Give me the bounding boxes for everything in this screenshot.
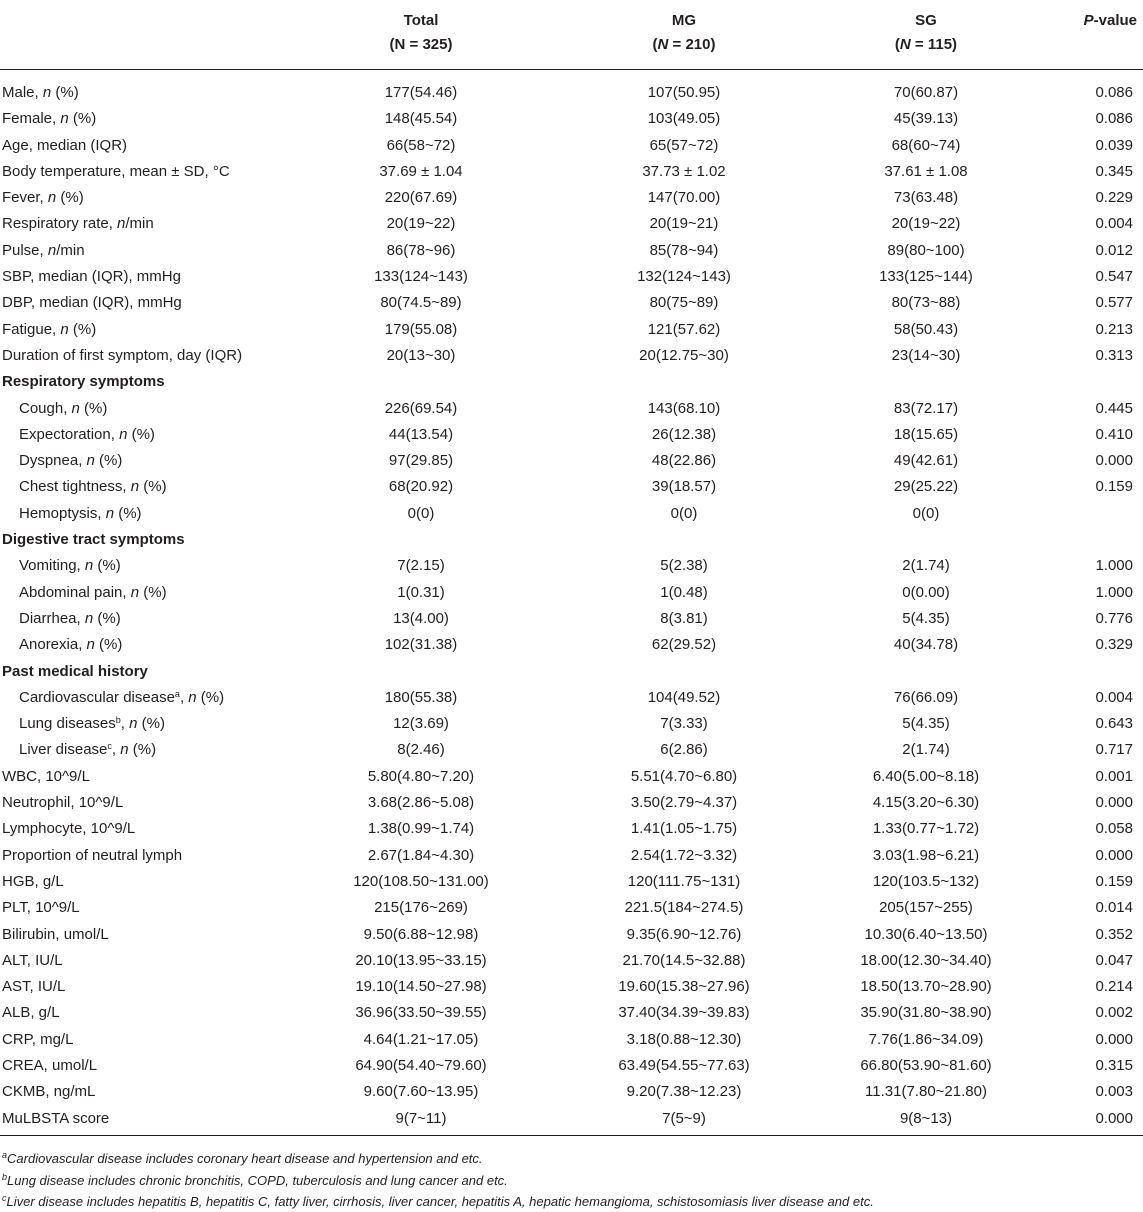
cell-sg: 205(157~255) — [879, 899, 973, 917]
cell-total: 2.67(1.84~4.30) — [367, 846, 475, 864]
cell-mg: 143(68.10) — [647, 399, 721, 417]
cell-p-value: 0.058 — [1095, 820, 1133, 838]
cell-mg: 7(3.33) — [660, 715, 708, 733]
footnote-b: $^b$Lung disease includes chronic bronchitis, COPD, tuberculosis and lung cancer and etc. — [2, 1172, 508, 1188]
cell-mg — [552, 369, 816, 395]
cell-p-value: 0.717 — [1095, 741, 1133, 759]
row-label-expectoration: Expectoration, n (%) — [19, 425, 155, 443]
cell-p-value: 0.345 — [1095, 162, 1133, 180]
cell-p-value — [1036, 369, 1143, 395]
cell-mg: 80(75~89) — [649, 294, 719, 312]
cell-sg: 3.03(1.98~6.21) — [872, 846, 980, 864]
cell-p-value: 0.001 — [1095, 767, 1133, 785]
cell-mg: 1.41(1.05~1.75) — [630, 820, 738, 838]
cell-p-value: 0.213 — [1095, 320, 1133, 338]
cell-sg: 120(103.5~132) — [872, 872, 980, 890]
row-label-lung-diseases: Lung diseases$^b$, n (%) — [19, 715, 165, 733]
cell-sg: 49(42.61) — [893, 452, 959, 470]
header-p-value: P-value — [1083, 12, 1137, 29]
cell-sg: 35.90(31.80~38.90) — [860, 1004, 992, 1022]
cell-total — [290, 659, 552, 685]
cell-mg: 8(3.81) — [660, 609, 708, 627]
cell-mg: 121(57.62) — [647, 320, 721, 338]
cell-total: 179(55.08) — [384, 320, 458, 338]
row-label-crp: CRP, mg/L — [2, 1030, 74, 1048]
cell-mg: 21.70(14.5~32.88) — [622, 951, 746, 969]
cell-p-value: 0.047 — [1095, 951, 1133, 969]
row-label-respiratory-symptoms: Respiratory symptoms — [2, 373, 165, 391]
cell-mg: 2.54(1.72~3.32) — [630, 846, 738, 864]
row-label-respiratory-rate: Respiratory rate, n/min — [2, 215, 154, 233]
cell-mg: 48(22.86) — [651, 452, 717, 470]
cell-total: 226(69.54) — [384, 399, 458, 417]
cell-total: 3.68(2.86~5.08) — [367, 794, 475, 812]
cell-total: 1(0.31) — [397, 583, 445, 601]
row-label-digestive-symptoms: Digestive tract symptoms — [2, 531, 185, 549]
cell-p-value: 0.000 — [1095, 794, 1133, 812]
table-row-lymphocyte — [0, 816, 1143, 842]
table-row-respiratory-rate — [0, 211, 1143, 237]
cell-mg: 65(57~72) — [649, 136, 719, 154]
cell-total — [290, 369, 552, 395]
cell-mg: 120(111.75~131) — [627, 872, 741, 890]
table-row-liver-disease — [0, 737, 1143, 763]
cell-p-value — [1036, 527, 1143, 553]
row-label-chest-tightness: Chest tightness, n (%) — [19, 478, 167, 496]
cell-sg: 89(80~100) — [887, 241, 965, 259]
cell-mg: 5(2.38) — [660, 557, 708, 575]
cell-sg: 9(8~13) — [899, 1109, 953, 1127]
row-label-neutrophil: Neutrophil, 10^9/L — [2, 794, 124, 812]
row-label-crea: CREA, umol/L — [2, 1056, 98, 1074]
row-label-hgb: HGB, g/L — [2, 872, 64, 890]
cell-mg: 63.49(54.55~77.63) — [618, 1056, 750, 1074]
cell-sg: 29(25.22) — [893, 478, 959, 496]
table-row-diarrhea — [0, 606, 1143, 632]
footnote-c: $^c$Liver disease includes hepatitis B, hepatitis C, fatty liver, cirrhosis, liver cancer, hepatitis A, hepatic hemangioma, schistosomiasis liver disease and etc. — [2, 1193, 874, 1209]
cell-p-value: 0.214 — [1095, 978, 1133, 996]
cell-total: 19.10(14.50~27.98) — [355, 978, 487, 996]
cell-p-value: 0.410 — [1095, 425, 1133, 443]
cell-mg: 107(50.95) — [647, 84, 721, 101]
row-label-dyspnea: Dyspnea, n (%) — [19, 452, 123, 470]
cell-p-value: 0.000 — [1095, 1030, 1133, 1048]
cell-sg: 20(19~22) — [891, 215, 961, 233]
cell-sg: 10.30(6.40~13.50) — [864, 925, 988, 943]
table-row-vomiting — [0, 553, 1143, 579]
row-label-plt: PLT, 10^9/L — [2, 899, 80, 917]
cell-total: 12(3.69) — [393, 715, 449, 733]
footnote-mark: a — [174, 688, 180, 699]
row-label-dbp: DBP, median (IQR), mmHg — [2, 294, 182, 312]
row-label-bilirubin: Bilirubin, umol/L — [2, 925, 109, 943]
cell-p-value: 0.012 — [1095, 241, 1133, 259]
cell-total: 64.90(54.40~79.60) — [355, 1056, 487, 1074]
cell-mg: 147(70.00) — [647, 189, 721, 207]
cell-total: 86(78~96) — [386, 241, 456, 259]
cell-sg: 40(34.78) — [893, 636, 959, 654]
cell-sg: 11.31(7.80~21.80) — [865, 1083, 987, 1101]
cell-p-value: 0.445 — [1095, 399, 1133, 417]
row-label-mulbsta: MuLBSTA score — [2, 1109, 110, 1127]
cell-sg: 1.33(0.77~1.72) — [872, 820, 980, 838]
row-label-pulse: Pulse, n/min — [2, 241, 85, 259]
cell-mg: 104(49.52) — [647, 688, 721, 706]
cell-mg: 132(124~143) — [637, 268, 731, 286]
cell-total: 102(31.38) — [384, 636, 458, 654]
header-mg — [552, 0, 816, 70]
table-row-dbp — [0, 290, 1143, 316]
table-row-pulse — [0, 238, 1143, 264]
table-row-fever — [0, 185, 1143, 211]
cell-mg: 1(0.48) — [660, 583, 708, 601]
row-label-body-temperature: Body temperature, mean ± SD, °C — [2, 162, 230, 180]
row-label-lymphocyte: Lymphocyte, 10^9/L — [2, 820, 136, 838]
row-label-ckmb: CKMB, ng/mL — [2, 1083, 96, 1101]
table-row-respiratory-symptoms — [0, 369, 1143, 395]
cell-p-value: 0.000 — [1095, 846, 1133, 864]
table-row-past-history — [0, 659, 1143, 685]
cell-p-value: 0.643 — [1095, 715, 1133, 733]
row-label-age: Age, median (IQR) — [2, 136, 128, 154]
table-row-cough — [0, 396, 1143, 422]
header-mg-n: (N = 210) — [652, 36, 716, 53]
table-row-fatigue — [0, 317, 1143, 343]
table-row-sbp — [0, 264, 1143, 290]
cell-total: 177(54.46) — [384, 84, 458, 101]
cell-mg: 26(12.38) — [651, 425, 717, 443]
footnote-a: $^a$Cardiovascular disease includes coronary heart disease and hypertension and etc. — [2, 1150, 483, 1166]
cell-total: 20(13~30) — [386, 346, 456, 364]
row-label-vomiting: Vomiting, n (%) — [19, 557, 121, 575]
footnote-mark: c — [107, 741, 112, 752]
row-label-hemoptysis: Hemoptysis, n (%) — [19, 504, 142, 522]
cell-mg — [552, 659, 816, 685]
cell-p-value — [1036, 659, 1143, 685]
table-row-ckmb — [0, 1079, 1143, 1105]
cell-p-value: 0.159 — [1095, 872, 1133, 890]
cell-sg: 0(0.00) — [902, 583, 950, 601]
cell-p-value: 0.086 — [1095, 84, 1133, 101]
table-row-plt — [0, 895, 1143, 921]
cell-sg: 2(1.74) — [902, 741, 950, 759]
row-label-fever: Fever, n (%) — [2, 189, 84, 207]
cell-sg: 66.80(53.90~81.60) — [860, 1056, 992, 1074]
cell-sg: 2(1.74) — [902, 557, 950, 575]
cell-mg: 7(5~9) — [662, 1109, 706, 1127]
table-row-body-temperature — [0, 159, 1143, 185]
cell-sg: 83(72.17) — [893, 399, 959, 417]
cell-total — [290, 527, 552, 553]
header-mg-name: MG — [671, 12, 697, 29]
row-label-male: Male, n (%) — [2, 84, 79, 101]
cell-sg: 5(4.35) — [902, 609, 950, 627]
footnote-mark: b — [115, 715, 121, 726]
cell-total: 9(7~11) — [395, 1109, 447, 1127]
cell-sg: 133(125~144) — [879, 268, 973, 286]
cell-total: 9.60(7.60~13.95) — [363, 1083, 479, 1101]
cell-mg: 0(0) — [670, 504, 698, 522]
cell-sg: 37.61 ± 1.08 — [884, 162, 968, 180]
cell-p-value: 0.329 — [1095, 636, 1133, 654]
row-label-wbc: WBC, 10^9/L — [2, 767, 90, 785]
header-total-name: Total — [403, 12, 439, 29]
row-label-anorexia: Anorexia, n (%) — [19, 636, 123, 654]
cell-mg: 20(12.75~30) — [639, 346, 729, 364]
row-label-female: Female, n (%) — [2, 110, 97, 128]
cell-p-value — [1036, 501, 1143, 527]
cell-total: 97(29.85) — [388, 452, 454, 470]
row-label-ast: AST, IU/L — [2, 978, 66, 996]
cell-sg: 58(50.43) — [893, 320, 959, 338]
cell-total: 4.64(1.21~17.05) — [363, 1030, 479, 1048]
row-label-cough: Cough, n (%) — [19, 399, 108, 417]
header-total-n: (N = 325) — [389, 36, 453, 53]
cell-mg: 37.40(34.39~39.83) — [618, 1004, 750, 1022]
cell-total: 80(74.5~89) — [380, 294, 462, 312]
table-row-lung-diseases — [0, 711, 1143, 737]
row-label-diarrhea: Diarrhea, n (%) — [19, 609, 121, 627]
header-sg — [816, 0, 1036, 70]
table-row-expectoration — [0, 422, 1143, 448]
cell-sg: 5(4.35) — [902, 715, 950, 733]
cell-total: 20(19~22) — [386, 215, 456, 233]
row-label-neutral-lymph: Proportion of neutral lymph — [2, 846, 183, 864]
cell-mg: 3.18(0.88~12.30) — [626, 1030, 742, 1048]
cell-total: 7(2.15) — [397, 557, 445, 575]
cell-p-value: 0.000 — [1095, 1109, 1133, 1127]
table-row-male — [0, 70, 1143, 107]
table-row-ast — [0, 974, 1143, 1000]
cell-p-value: 0.004 — [1095, 215, 1133, 233]
cell-mg: 19.60(15.38~27.96) — [618, 978, 750, 996]
cell-mg: 85(78~94) — [649, 241, 719, 259]
cell-total: 133(124~143) — [374, 268, 468, 286]
cell-mg: 62(29.52) — [651, 636, 717, 654]
cell-p-value: 0.000 — [1095, 452, 1133, 470]
cell-p-value: 0.313 — [1095, 346, 1133, 364]
cell-sg: 80(73~88) — [891, 294, 961, 312]
row-label-cardiovascular: Cardiovascular disease$^a$, n (%) — [19, 688, 225, 706]
row-label-liver-disease: Liver disease$^c$, n (%) — [19, 741, 157, 759]
cell-total: 37.69 ± 1.04 — [379, 162, 463, 180]
cell-p-value: 0.086 — [1095, 110, 1133, 128]
cell-total: 1.38(0.99~1.74) — [367, 820, 475, 838]
cell-p-value: 0.004 — [1095, 688, 1133, 706]
cell-sg — [816, 659, 1036, 685]
row-label-alt: ALT, IU/L — [2, 951, 63, 969]
cell-total: 68(20.92) — [388, 478, 454, 496]
cell-p-value: 0.577 — [1095, 294, 1133, 312]
cell-mg: 5.51(4.70~6.80) — [630, 767, 738, 785]
cell-sg: 18.00(12.30~34.40) — [860, 951, 992, 969]
table-row-dyspnea — [0, 448, 1143, 474]
cell-mg: 20(19~21) — [649, 215, 719, 233]
cell-total: 9.50(6.88~12.98) — [363, 925, 479, 943]
cell-mg: 39(18.57) — [651, 478, 717, 496]
table-row-hemoptysis — [0, 501, 1143, 527]
header-label — [0, 0, 290, 70]
table-row-cardiovascular — [0, 685, 1143, 711]
cell-total: 180(55.38) — [384, 688, 458, 706]
cell-sg: 18(15.65) — [893, 425, 959, 443]
table-row-age — [0, 133, 1143, 159]
cell-p-value: 0.547 — [1095, 268, 1133, 286]
cell-sg — [816, 369, 1036, 395]
cell-p-value: 0.039 — [1095, 136, 1133, 154]
row-label-sbp: SBP, median (IQR), mmHg — [2, 268, 181, 286]
row-label-abdominal-pain: Abdominal pain, n (%) — [19, 583, 167, 601]
table-row-digestive-symptoms — [0, 527, 1143, 553]
header-sg-name: SG — [915, 12, 937, 29]
cell-sg: 76(66.09) — [893, 688, 959, 706]
cell-total: 120(108.50~131.00) — [353, 872, 489, 890]
cell-p-value: 0.776 — [1095, 609, 1133, 627]
cell-total: 66(58~72) — [386, 136, 456, 154]
cell-p-value: 1.000 — [1095, 557, 1133, 575]
cell-total: 0(0) — [407, 504, 435, 522]
cell-mg: 3.50(2.79~4.37) — [630, 794, 738, 812]
cell-p-value: 0.159 — [1095, 478, 1133, 496]
cell-total: 220(67.69) — [384, 189, 458, 207]
cell-sg: 4.15(3.20~6.30) — [872, 794, 980, 812]
table-header — [0, 0, 1143, 70]
cell-p-value: 0.315 — [1095, 1056, 1133, 1074]
cell-sg: 23(14~30) — [891, 346, 961, 364]
cell-p-value: 0.002 — [1095, 1004, 1133, 1022]
cell-total: 148(45.54) — [384, 110, 458, 128]
cell-sg: 6.40(5.00~8.18) — [872, 767, 980, 785]
cell-total: 44(13.54) — [388, 425, 454, 443]
table-row-mulbsta — [0, 1106, 1143, 1136]
table-row-crp — [0, 1027, 1143, 1053]
cell-p-value: 0.003 — [1095, 1083, 1133, 1101]
cell-sg: 70(60.87) — [893, 84, 959, 101]
table-row-duration — [0, 343, 1143, 369]
row-label-duration: Duration of first symptom, day (IQR) — [2, 346, 243, 364]
row-label-alb: ALB, g/L — [2, 1004, 60, 1022]
header-sg-n: (N = 115) — [894, 36, 958, 53]
cell-sg: 73(63.48) — [893, 189, 959, 207]
cell-p-value: 1.000 — [1095, 583, 1133, 601]
table-row-alt — [0, 948, 1143, 974]
cell-sg: 7.76(1.86~34.09) — [868, 1030, 984, 1048]
cell-p-value: 0.229 — [1095, 189, 1133, 207]
row-label-fatigue: Fatigue, n (%) — [2, 320, 97, 338]
table-row-anorexia — [0, 632, 1143, 658]
cell-mg: 103(49.05) — [647, 110, 721, 128]
table-row-neutrophil — [0, 790, 1143, 816]
table-row-bilirubin — [0, 922, 1143, 948]
cell-mg: 221.5(184~274.5) — [624, 899, 744, 917]
header-total — [290, 0, 552, 70]
cell-total: 20.10(13.95~33.15) — [355, 951, 487, 969]
cell-sg: 0(0) — [912, 504, 940, 522]
table-row-crea — [0, 1053, 1143, 1079]
table-row-abdominal-pain — [0, 580, 1143, 606]
cell-mg: 6(2.86) — [660, 741, 708, 759]
cell-mg: 9.20(7.38~12.23) — [626, 1083, 742, 1101]
cell-p-value: 0.352 — [1095, 925, 1133, 943]
table-body — [0, 70, 1143, 1136]
table-row-neutral-lymph — [0, 843, 1143, 869]
cell-mg — [552, 527, 816, 553]
cell-total: 5.80(4.80~7.20) — [367, 767, 475, 785]
row-label-past-history: Past medical history — [2, 662, 148, 680]
cell-sg: 18.50(13.70~28.90) — [860, 978, 992, 996]
table-row-female — [0, 106, 1143, 132]
cell-sg: 68(60~74) — [891, 136, 961, 154]
cell-mg: 9.35(6.90~12.76) — [626, 925, 742, 943]
table-row-wbc — [0, 764, 1143, 790]
table-row-hgb — [0, 869, 1143, 895]
cell-total: 8(2.46) — [397, 741, 445, 759]
cell-sg: 45(39.13) — [893, 110, 959, 128]
table-row-alb — [0, 1000, 1143, 1026]
cell-total: 36.96(33.50~39.55) — [355, 1004, 487, 1022]
table-row-chest-tightness — [0, 474, 1143, 500]
cell-p-value: 0.014 — [1095, 899, 1133, 917]
cell-total: 215(176~269) — [374, 899, 468, 917]
cell-sg — [816, 527, 1036, 553]
cell-mg: 37.73 ± 1.02 — [642, 162, 726, 180]
cell-total: 13(4.00) — [393, 609, 449, 627]
